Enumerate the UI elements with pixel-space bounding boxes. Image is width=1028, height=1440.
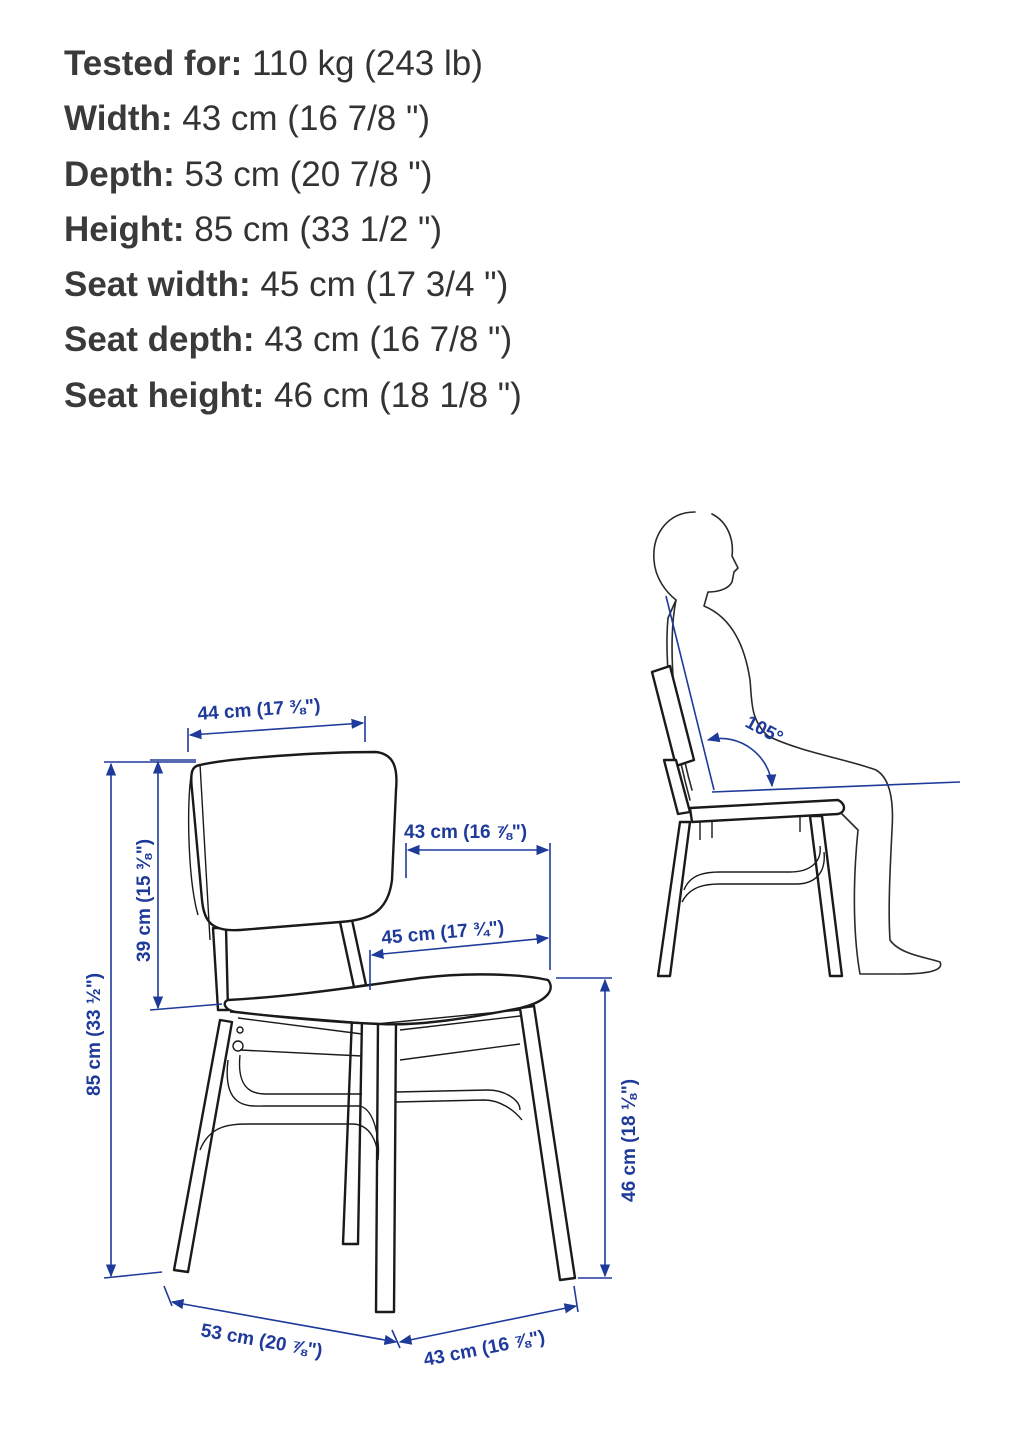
label-depth: 53 cm (20 ⅞") bbox=[199, 1320, 324, 1363]
spec-depth bbox=[64, 147, 522, 202]
seat-angle-line bbox=[712, 782, 960, 792]
dimension-diagram bbox=[0, 440, 1028, 1440]
spec-value: 43 cm (16 7/8 ") bbox=[182, 99, 431, 139]
seat bbox=[225, 974, 551, 1024]
product-dimensions-list bbox=[64, 36, 522, 423]
back-leg-right bbox=[340, 920, 366, 987]
spec-seat-height bbox=[64, 368, 522, 423]
side-stretcher bbox=[682, 846, 824, 902]
spec-seat-depth bbox=[64, 312, 522, 367]
spec-value: 110 kg (243 lb) bbox=[251, 44, 483, 83]
spec-value: 46 cm (18 1/8 ") bbox=[274, 375, 522, 415]
rear-leg-lower-left bbox=[174, 1020, 232, 1272]
screw-left-top bbox=[237, 1027, 243, 1033]
backrest bbox=[191, 752, 396, 930]
spec-tested-for bbox=[64, 36, 522, 91]
label-width: 43 cm (16 ⅞") bbox=[421, 1326, 547, 1371]
spec-seat-width bbox=[64, 257, 522, 312]
front-leg-left bbox=[376, 1020, 396, 1312]
label-back-width: 44 cm (17 ⅜") bbox=[196, 695, 322, 725]
spec-height bbox=[64, 202, 522, 257]
side-stretcher-left-inner bbox=[240, 1055, 362, 1094]
angle-arc bbox=[708, 738, 772, 786]
spec-label: Seat width: bbox=[64, 265, 251, 305]
spec-label: Seat depth: bbox=[64, 320, 255, 360]
spec-label: Tested for: bbox=[64, 44, 243, 83]
spec-label: Depth: bbox=[64, 154, 175, 194]
spec-value: 53 cm (20 7/8 ") bbox=[184, 154, 433, 194]
front-leg-right bbox=[520, 1006, 575, 1280]
label-seat-width: 45 cm (17 ¾") bbox=[380, 917, 506, 949]
front-stretcher-inner bbox=[396, 1100, 522, 1120]
spec-label: Seat height: bbox=[64, 375, 265, 415]
spec-value: 45 cm (17 3/4 ") bbox=[260, 265, 509, 305]
side-front-leg bbox=[810, 816, 842, 976]
spec-label: Width: bbox=[64, 99, 173, 139]
side-view-illustration bbox=[652, 512, 960, 976]
back-leg-left bbox=[213, 928, 228, 1010]
side-rear-leg bbox=[658, 822, 690, 976]
label-total-height: 85 cm (33 ½") bbox=[84, 972, 105, 1096]
spec-value: 43 cm (16 7/8 ") bbox=[264, 320, 513, 360]
rear-leg-lower-right bbox=[343, 1018, 362, 1244]
label-seat-depth: 43 cm (16 ⅞") bbox=[404, 822, 528, 843]
spec-label: Height: bbox=[64, 209, 185, 249]
label-seat-height: 46 cm (18 ⅛") bbox=[619, 1078, 640, 1202]
spec-value: 85 cm (33 1/2 ") bbox=[194, 209, 443, 249]
spec-width bbox=[64, 91, 522, 146]
label-recline-angle: 105° bbox=[741, 711, 787, 749]
screw-left bbox=[233, 1041, 243, 1051]
label-backrest-height: 39 cm (15 ⅜") bbox=[134, 838, 155, 962]
person-outline bbox=[654, 512, 941, 974]
